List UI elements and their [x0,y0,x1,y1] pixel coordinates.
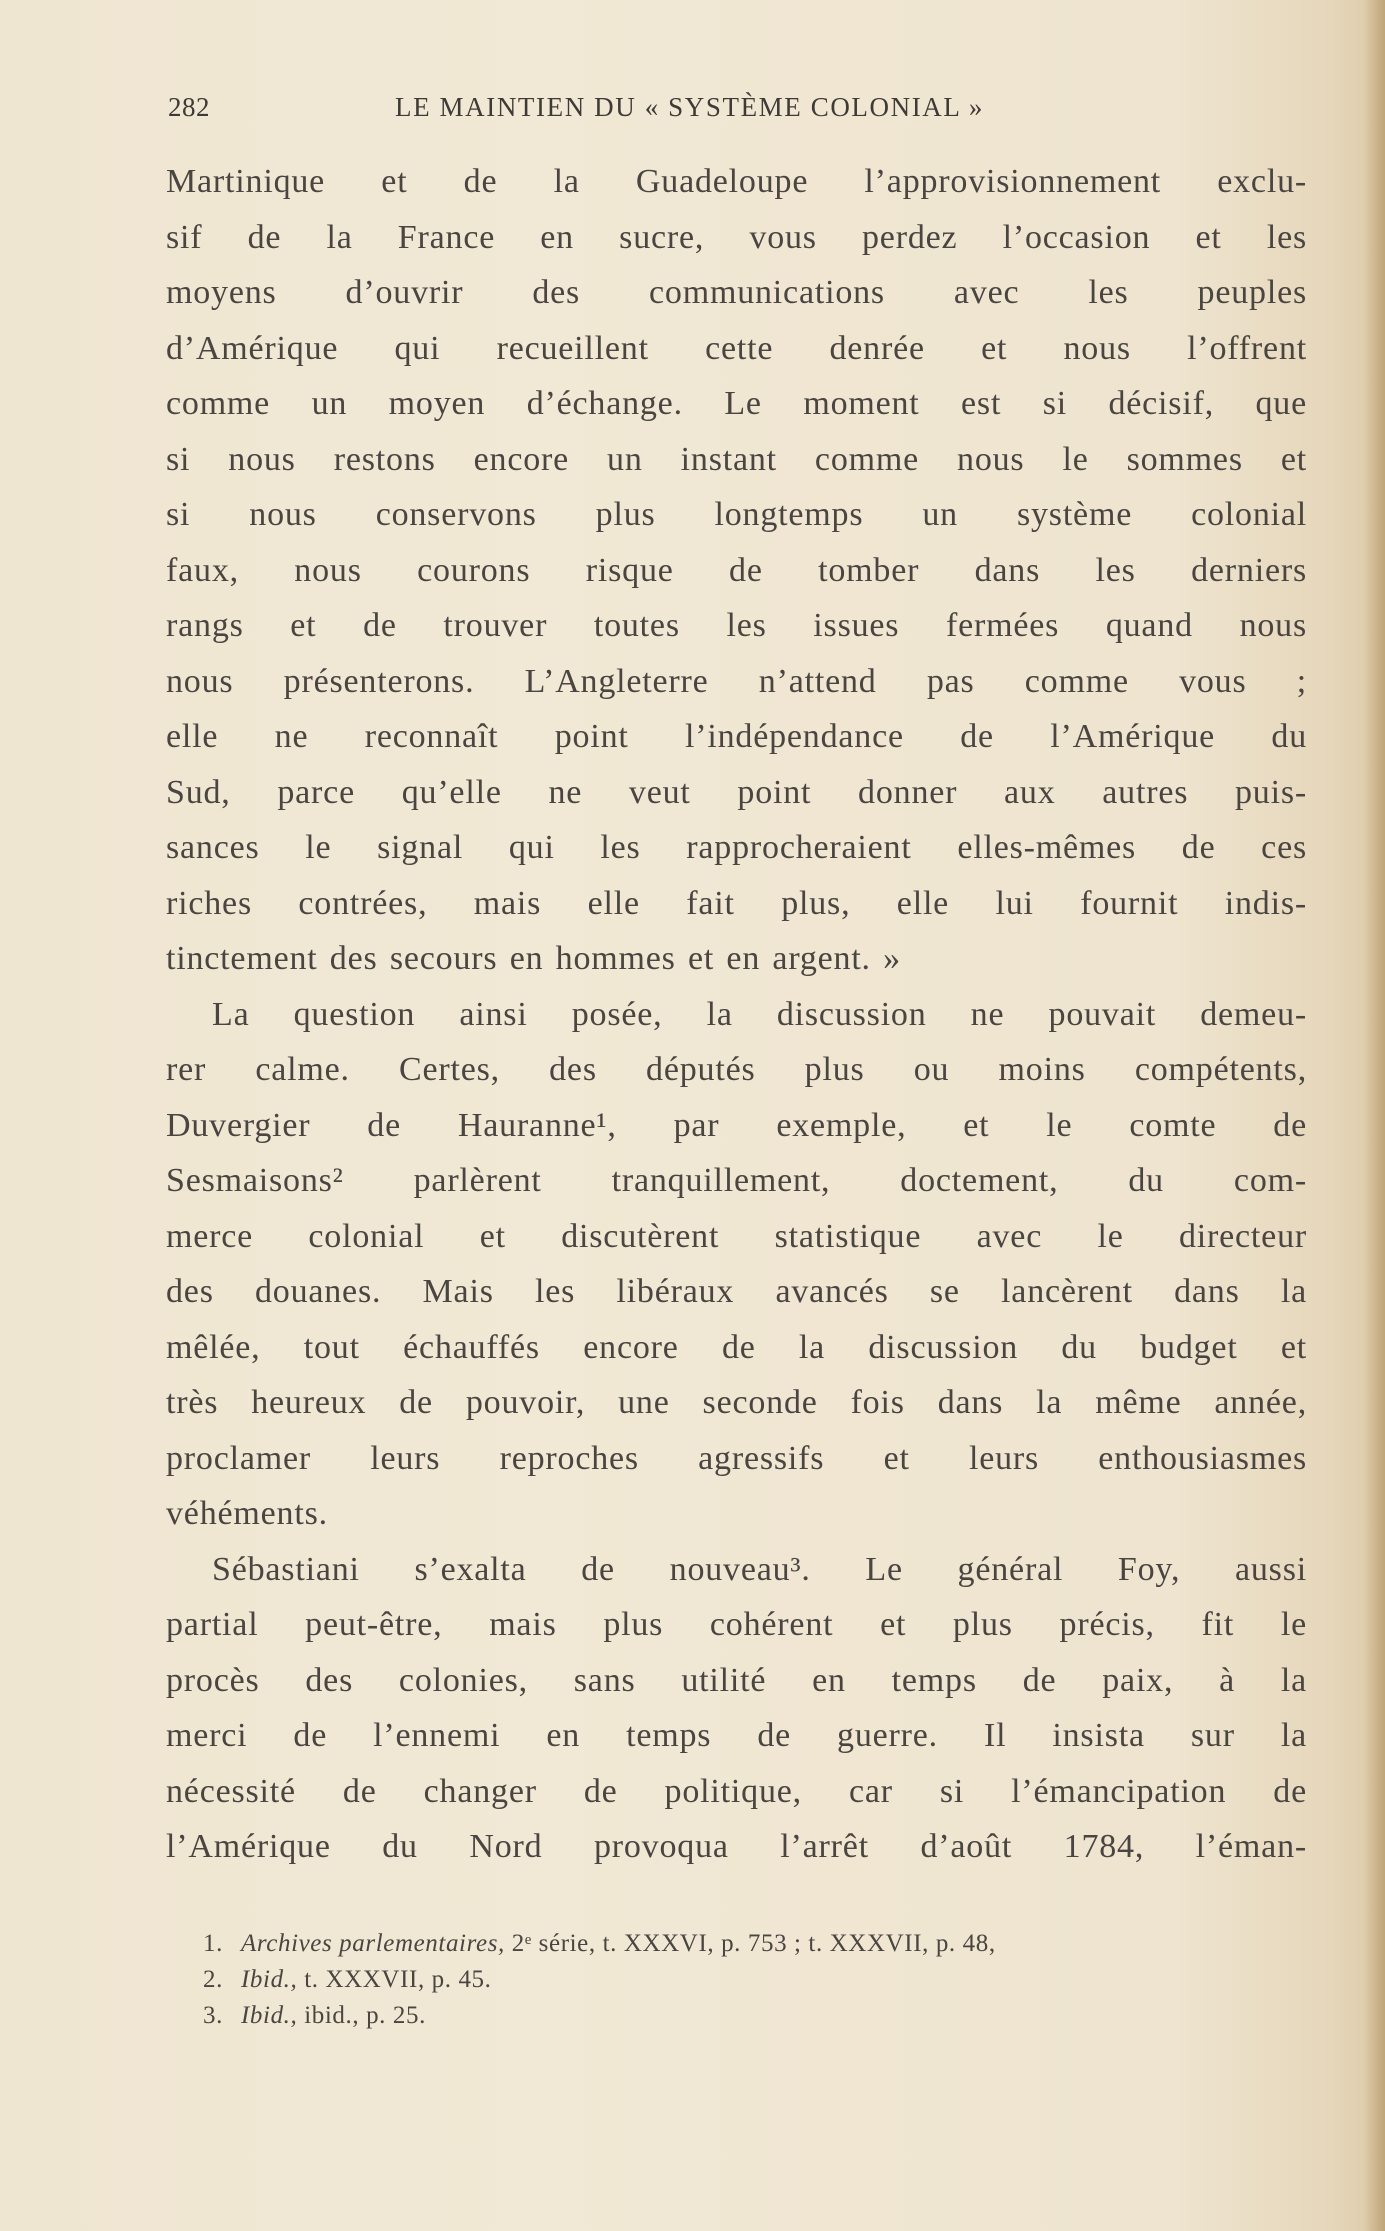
text-line: véhéments. [166,1495,328,1532]
footnote-3 [203,1998,1313,2034]
text-line: l’Amérique du Nord provoqua l’arrêt d’août 1784, l’éman- [166,1828,1307,1865]
text-line: elle ne reconnaît point l’indépendance de l’Amérique du [166,718,1307,755]
text-line: proclamer leurs reproches agressifs et leurs enthousiasmes [166,1439,1307,1477]
text-line: mêlée, tout échauffés encore de la discussion du budget et [166,1328,1307,1366]
footnote-reference: ibid., p. 25. [297,2002,426,2029]
text-line: sances le signal qui les rapprocheraient elles-mêmes de ces [166,829,1307,866]
text-line: nous présenterons. L’Angleterre n’attend pas comme vous ; [166,662,1307,700]
text-line: Sud, parce qu’elle ne veut point donner aux autres puis- [166,773,1307,811]
text-line: La question ainsi posée, la discussion ne pouvait demeu- [212,995,1307,1033]
footnote-2 [203,1962,1313,1998]
text-line: tinctement des secours en hommes et en argent. » [166,940,901,977]
running-title: LE MAINTIEN DU « SYSTÈME COLONIAL » [395,92,984,122]
text-line: procès des colonies, sans utilité en temps de paix, à la [166,1661,1307,1699]
text-line: des douanes. Mais les libéraux avancés se lancèrent dans la [166,1273,1307,1310]
text-line: d’Amérique qui recueillent cette denrée et nous l’offrent [166,329,1307,367]
text-line: si nous restons encore un instant comme nous le sommes et [166,440,1307,478]
body-text [166,154,1307,1875]
text-line: moyens d’ouvrir des communications avec les peuples [166,274,1307,311]
text-line: partial peut-être, mais plus cohérent et plus précis, fit le [166,1606,1307,1643]
text-line: Duvergier de Hauranne¹, par exemple, et le comte de [166,1106,1307,1144]
text-line: comme un moyen d’échange. Le moment est si décisif, que [166,385,1307,422]
text-line: merci de l’ennemi en temps de guerre. Il insista sur la [166,1717,1307,1754]
footnote-number: 3. [203,2002,223,2029]
text-line: rer calme. Certes, des députés plus ou moins compétents, [166,1051,1307,1088]
text-line: très heureux de pouvoir, une seconde fois dans la même année, [166,1384,1307,1421]
text-line: faux, nous courons risque de tomber dans les derniers [166,551,1307,589]
footnote-source-title: Ibid., [241,2002,298,2029]
footnote-reference: t. XXXVII, p. 45. [297,1966,492,1993]
footnote-number: 2. [203,1966,223,1993]
text-line: merce colonial et discutèrent statistique avec le directeur [166,1217,1307,1255]
page-header [168,92,1318,132]
footnote-source-title: Archives parlementaires, [241,1930,505,1957]
text-line: rangs et de trouver toutes les issues fermées quand nous [166,607,1307,644]
text-line: Sébastiani s’exalta de nouveau³. Le général Foy, aussi [212,1550,1307,1588]
text-line: si nous conservons plus longtemps un système colonial [166,496,1307,533]
text-line: Martinique et de la Guadeloupe l’approvisionnement exclu- [166,163,1307,200]
footnote-number: 1. [203,1930,223,1957]
footnotes [203,1926,1313,2034]
footnote-reference: 2ᵉ série, t. XXXVI, p. 753 ; t. XXXVII, p. 48, [504,1930,996,1957]
text-line: Sesmaisons² parlèrent tranquillement, doctement, du com- [166,1162,1307,1199]
footnote-1 [203,1926,1313,1962]
text-line: nécessité de changer de politique, car si l’émancipation de [166,1772,1307,1810]
text-line: sif de la France en sucre, vous perdez l’occasion et les [166,218,1307,256]
footnote-source-title: Ibid., [241,1966,298,1993]
page-edge-shadow [1363,0,1385,2231]
page-number: 282 [168,92,210,122]
text-line: riches contrées, mais elle fait plus, elle lui fournit indis- [166,884,1307,922]
